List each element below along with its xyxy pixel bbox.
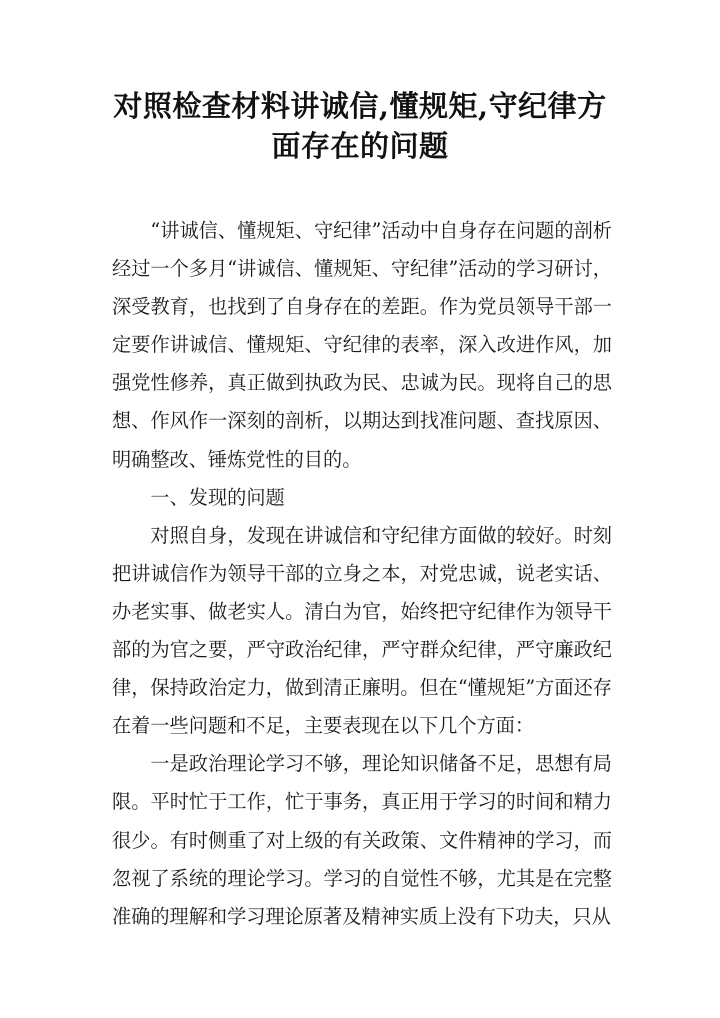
document-title: 对照检查材料讲诚信,懂规矩,守纪律方面存在的问题 [113,89,607,163]
document-body [112,212,612,936]
intro-paragraph: “讲诚信、懂规矩、守纪律”活动中自身存在问题的剖析经过一个多月“讲诚信、懂规矩、守纪律”活动的学习研讨，深受教育，也找到了自身存在的差距。作为党员领导干部一定要作讲诚信、懂规矩、守纪律的表率，深入改进作风，加强党性修养，真正做到执政为民、忠诚为民。现将自己的思想、作风作一深刻的剖析，以期达到找准问题、查找原因、明确整改、锤炼党性的目的。 [112,219,612,471]
section-heading-problems: 一、发现的问题 [150,485,285,509]
self-assessment-paragraph: 对照自身，发现在讲诚信和守纪律方面做的较好。时刻把讲诚信作为领导干部的立身之本，对党忠诚，说老实话、办老实事、做老实人。清白为官，始终把守纪律作为领导干部的为官之要，严守政治纪律，严守群众纪律，严守廉政纪律，保持政治定力，做到清正廉明。但在“懂规矩”方面还存在着一些问题和不足，主要表现在以下几个方面： [112,523,612,738]
problem-one-paragraph: 一是政治理论学习不够，理论知识储备不足，思想有局限。平时忙于工作，忙于事务，真正用于学习的时间和精力很少。有时侧重了对上级的有关政策、文件精神的学习，而忽视了系统的理论学习。学习的自觉性不够，尤其是在完整准确的理解和学习理论原著及精神实质上没有下功夫，只从 [112,752,612,928]
